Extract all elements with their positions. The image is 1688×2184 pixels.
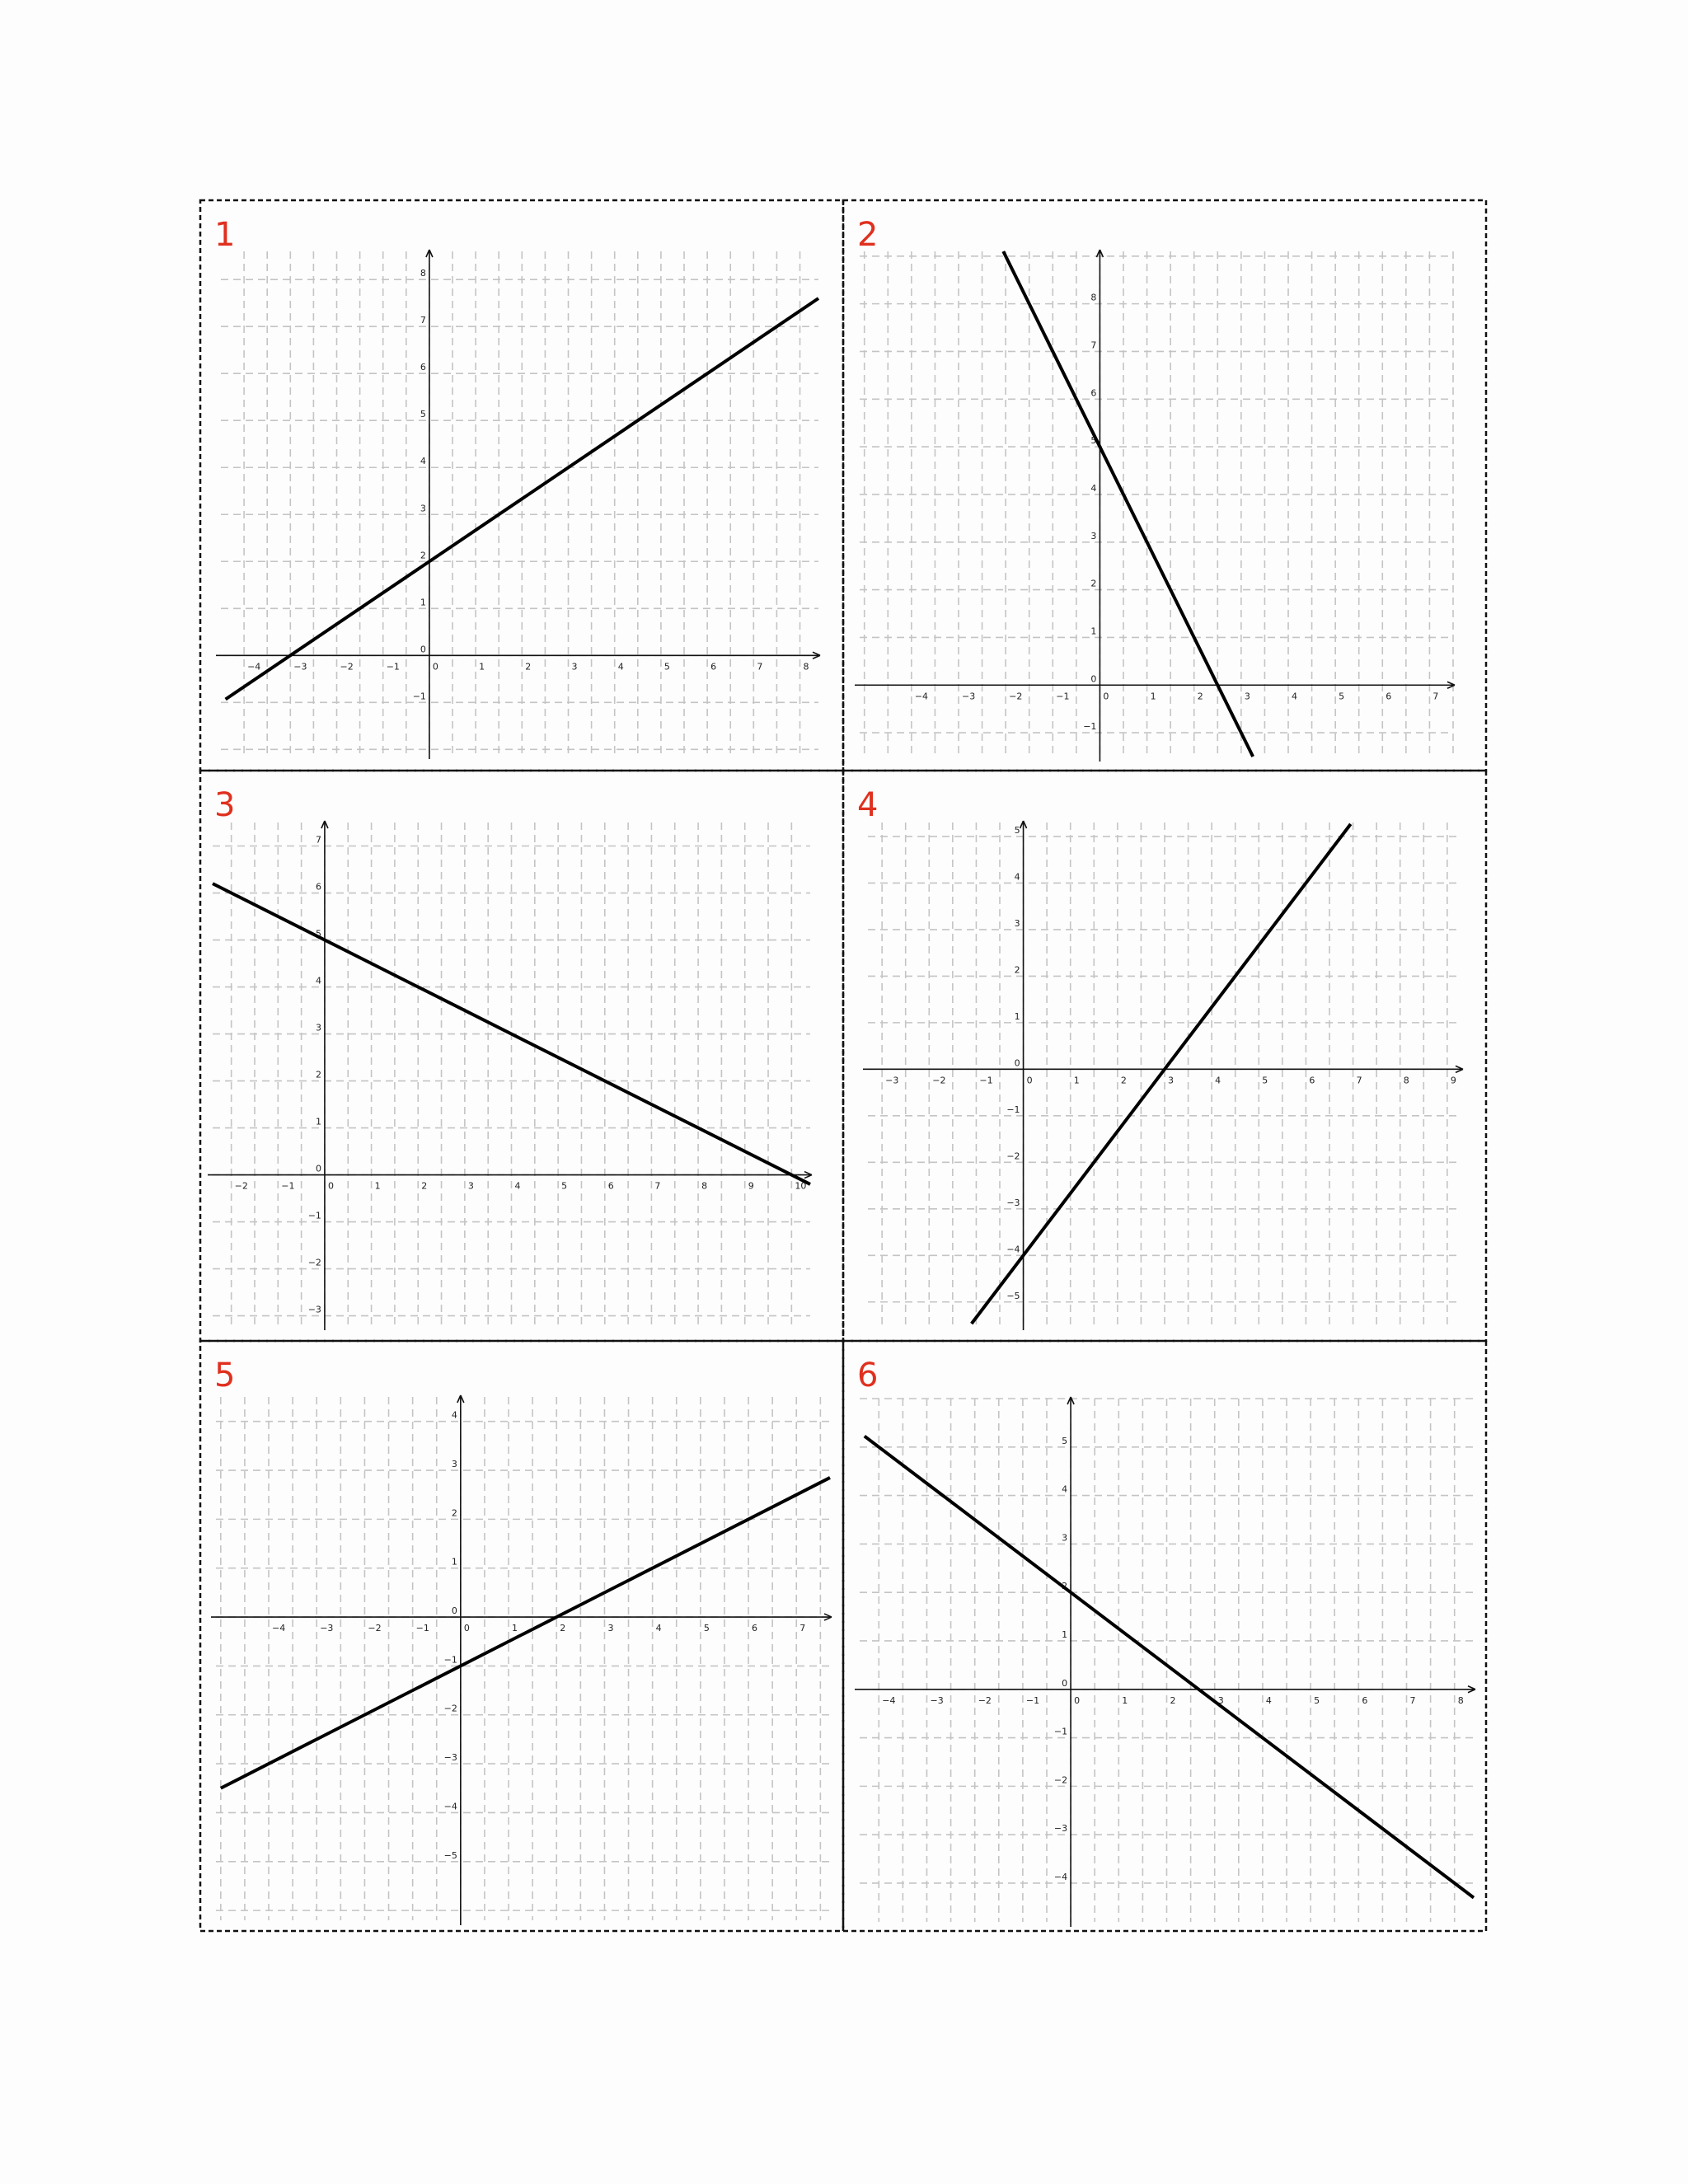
y-tick-label: −1 bbox=[307, 1210, 321, 1221]
y-tick-label: −3 bbox=[1006, 1197, 1020, 1208]
y-tick-label: 5 bbox=[1090, 435, 1097, 447]
y-tick-label: −2 bbox=[307, 1257, 321, 1268]
y-tick-label: 3 bbox=[1014, 917, 1020, 929]
x-tick-label: −4 bbox=[247, 661, 261, 673]
tick-labels bbox=[272, 1410, 805, 1861]
graph-line bbox=[221, 1478, 830, 1788]
y-tick-label: 2 bbox=[1014, 964, 1020, 976]
x-tick-label: 2 bbox=[1197, 691, 1203, 702]
x-tick-label: −2 bbox=[1009, 691, 1023, 702]
chart-panel-5 bbox=[200, 1341, 843, 1931]
graph-line bbox=[1003, 251, 1253, 757]
y-tick-label: 0 bbox=[315, 1163, 321, 1174]
x-tick-label: 7 bbox=[1409, 1694, 1416, 1706]
graph-line bbox=[865, 1436, 1474, 1898]
y-tick-label: 5 bbox=[420, 409, 426, 420]
x-tick-label: −2 bbox=[340, 661, 354, 673]
x-tick-label: 6 bbox=[1386, 691, 1392, 702]
panel-number: 6 bbox=[857, 1357, 879, 1394]
panel-frame bbox=[843, 1341, 1486, 1931]
x-tick-label: 2 bbox=[1120, 1075, 1127, 1086]
y-tick-label: 3 bbox=[420, 503, 426, 514]
panel-number: 1 bbox=[214, 216, 236, 254]
y-tick-label: 5 bbox=[315, 928, 321, 940]
panel-frame bbox=[200, 771, 843, 1341]
y-tick-label: 6 bbox=[315, 881, 321, 893]
x-tick-label: 8 bbox=[701, 1180, 708, 1192]
panel-number: 5 bbox=[214, 1357, 236, 1394]
grid bbox=[213, 823, 810, 1325]
y-tick-label: 0 bbox=[1090, 673, 1097, 685]
x-tick-label: 2 bbox=[1170, 1694, 1176, 1706]
x-tick-label: 3 bbox=[1217, 1694, 1224, 1706]
x-tick-label: −2 bbox=[368, 1623, 382, 1634]
x-tick-label: 5 bbox=[1339, 691, 1345, 702]
x-tick-label: −2 bbox=[978, 1694, 992, 1706]
grid bbox=[860, 1399, 1474, 1922]
x-tick-label: 7 bbox=[757, 661, 763, 673]
y-tick-label: 4 bbox=[1014, 871, 1020, 883]
x-tick-label: −4 bbox=[914, 691, 929, 702]
y-tick-label: 8 bbox=[1090, 292, 1097, 303]
y-tick-label: −2 bbox=[1006, 1151, 1020, 1162]
y-tick-label: 0 bbox=[420, 644, 426, 655]
y-tick-label: 4 bbox=[315, 975, 321, 987]
x-tick-label: 4 bbox=[617, 661, 624, 673]
y-tick-label: 0 bbox=[1062, 1677, 1068, 1689]
grid bbox=[860, 251, 1453, 757]
y-tick-label: 2 bbox=[1062, 1581, 1068, 1592]
chart-panel-4 bbox=[843, 771, 1486, 1341]
y-tick-label: 4 bbox=[1090, 482, 1097, 494]
x-tick-label: 6 bbox=[607, 1180, 614, 1192]
x-tick-label: 3 bbox=[571, 661, 578, 673]
x-tick-label: 0 bbox=[463, 1623, 470, 1634]
x-tick-label: 5 bbox=[1262, 1075, 1268, 1086]
graph-line bbox=[972, 824, 1351, 1324]
grid bbox=[221, 251, 818, 754]
x-tick-label: −2 bbox=[234, 1180, 248, 1192]
y-tick-label: 1 bbox=[451, 1556, 457, 1568]
y-tick-label: 7 bbox=[315, 834, 321, 846]
x-tick-label: 10 bbox=[795, 1180, 807, 1192]
x-tick-label: 3 bbox=[1244, 691, 1250, 702]
x-tick-label: −1 bbox=[386, 661, 400, 673]
x-tick-label: −2 bbox=[932, 1075, 946, 1086]
x-tick-label: 1 bbox=[1150, 691, 1156, 702]
x-tick-label: −1 bbox=[281, 1180, 295, 1192]
y-tick-label: −5 bbox=[1006, 1290, 1020, 1301]
y-tick-label: 5 bbox=[1014, 824, 1020, 836]
x-tick-label: 3 bbox=[467, 1180, 474, 1192]
x-tick-label: 1 bbox=[512, 1623, 518, 1634]
x-tick-label: 7 bbox=[654, 1180, 661, 1192]
tick-labels bbox=[915, 293, 1439, 732]
y-tick-label: 6 bbox=[420, 362, 426, 373]
y-tick-label: −1 bbox=[1083, 721, 1097, 733]
y-tick-label: −3 bbox=[1053, 1823, 1068, 1835]
x-tick-label: 5 bbox=[663, 661, 670, 673]
y-tick-label: 7 bbox=[420, 315, 426, 326]
tick-labels bbox=[882, 1436, 1463, 1882]
y-tick-label: 2 bbox=[315, 1069, 321, 1080]
x-tick-label: 5 bbox=[561, 1180, 568, 1192]
y-tick-label: −3 bbox=[443, 1752, 457, 1764]
x-tick-label: 7 bbox=[1432, 691, 1439, 702]
y-tick-label: −1 bbox=[1053, 1726, 1068, 1737]
chart-panel-3 bbox=[200, 771, 843, 1341]
y-tick-label: 3 bbox=[315, 1022, 321, 1033]
y-tick-label: 4 bbox=[420, 456, 426, 467]
x-tick-label: −4 bbox=[272, 1623, 286, 1634]
panel-number: 2 bbox=[857, 216, 879, 254]
y-tick-label: 1 bbox=[315, 1116, 321, 1127]
x-tick-label: −3 bbox=[320, 1623, 334, 1634]
x-tick-label: 3 bbox=[607, 1623, 614, 1634]
y-tick-label: 3 bbox=[1090, 530, 1097, 541]
y-tick-label: 1 bbox=[1090, 626, 1097, 637]
y-tick-label: 4 bbox=[451, 1409, 457, 1421]
chart-panel-6 bbox=[843, 1341, 1486, 1931]
y-tick-label: −1 bbox=[412, 691, 426, 702]
x-tick-label: −3 bbox=[293, 661, 307, 673]
x-tick-label: 1 bbox=[1073, 1075, 1080, 1086]
y-tick-label: −1 bbox=[1006, 1104, 1020, 1115]
x-tick-label: −3 bbox=[885, 1075, 899, 1086]
tick-labels bbox=[235, 835, 807, 1315]
x-tick-label: 1 bbox=[479, 661, 485, 673]
x-tick-label: −1 bbox=[979, 1075, 993, 1086]
y-tick-label: 0 bbox=[451, 1605, 457, 1617]
x-tick-label: 6 bbox=[1362, 1694, 1368, 1706]
y-tick-label: 3 bbox=[451, 1459, 457, 1470]
y-tick-label: −2 bbox=[1053, 1774, 1068, 1786]
x-tick-label: 1 bbox=[374, 1180, 381, 1192]
x-tick-label: 0 bbox=[1074, 1694, 1081, 1706]
x-tick-label: 2 bbox=[421, 1180, 428, 1192]
x-tick-label: −1 bbox=[1025, 1694, 1040, 1706]
x-tick-label: 4 bbox=[514, 1180, 521, 1192]
x-tick-label: 7 bbox=[1356, 1075, 1362, 1086]
chart-panel-1 bbox=[200, 200, 843, 771]
y-tick-label: −5 bbox=[443, 1849, 457, 1861]
x-tick-label: 0 bbox=[327, 1180, 334, 1192]
y-tick-label: 3 bbox=[1062, 1532, 1068, 1544]
x-tick-label: 8 bbox=[803, 661, 809, 673]
grid bbox=[868, 823, 1461, 1325]
x-tick-label: 6 bbox=[752, 1623, 758, 1634]
y-tick-label: 8 bbox=[420, 268, 426, 279]
x-tick-label: 8 bbox=[1457, 1694, 1464, 1706]
y-tick-label: 1 bbox=[420, 597, 426, 608]
x-tick-label: −1 bbox=[1056, 691, 1070, 702]
y-tick-label: 2 bbox=[451, 1507, 457, 1519]
y-tick-label: 4 bbox=[1062, 1483, 1068, 1495]
y-tick-label: −1 bbox=[443, 1654, 457, 1666]
y-tick-label: 7 bbox=[1090, 340, 1097, 351]
y-tick-label: −2 bbox=[443, 1703, 457, 1714]
panel-number: 3 bbox=[214, 786, 236, 824]
x-tick-label: 0 bbox=[1026, 1075, 1033, 1086]
x-tick-label: 6 bbox=[710, 661, 717, 673]
x-tick-label: 7 bbox=[799, 1623, 806, 1634]
y-tick-label: −4 bbox=[1006, 1244, 1020, 1255]
panel-number: 4 bbox=[857, 786, 879, 824]
x-tick-label: −3 bbox=[962, 691, 976, 702]
tick-labels bbox=[247, 268, 809, 701]
x-tick-label: 8 bbox=[1403, 1075, 1409, 1086]
y-tick-label: 1 bbox=[1062, 1629, 1068, 1640]
x-tick-label: 5 bbox=[1314, 1694, 1320, 1706]
y-tick-label: 2 bbox=[1090, 578, 1097, 589]
x-tick-label: 1 bbox=[1122, 1694, 1128, 1706]
x-tick-label: 2 bbox=[525, 661, 532, 673]
y-tick-label: 6 bbox=[1090, 387, 1097, 399]
y-tick-label: 1 bbox=[1014, 1010, 1020, 1022]
chart-panel-2 bbox=[843, 200, 1486, 771]
x-tick-label: 9 bbox=[748, 1180, 754, 1192]
x-tick-label: 5 bbox=[703, 1623, 710, 1634]
x-tick-label: 0 bbox=[432, 661, 438, 673]
x-tick-label: 4 bbox=[1215, 1075, 1221, 1086]
y-tick-label: −3 bbox=[307, 1304, 321, 1315]
x-tick-label: −4 bbox=[882, 1694, 896, 1706]
y-tick-label: −4 bbox=[1053, 1871, 1068, 1882]
axes bbox=[855, 250, 1455, 762]
y-tick-label: 2 bbox=[420, 550, 426, 561]
y-tick-label: 5 bbox=[1062, 1435, 1068, 1446]
x-tick-label: 3 bbox=[1168, 1075, 1174, 1086]
x-tick-label: 4 bbox=[655, 1623, 662, 1634]
x-tick-label: 0 bbox=[1103, 691, 1109, 702]
axes bbox=[211, 1395, 832, 1925]
x-tick-label: 2 bbox=[560, 1623, 566, 1634]
x-tick-label: 4 bbox=[1292, 691, 1297, 702]
x-tick-label: −1 bbox=[415, 1623, 429, 1634]
grid bbox=[216, 1397, 830, 1920]
x-tick-label: −3 bbox=[930, 1694, 944, 1706]
x-tick-label: 6 bbox=[1309, 1075, 1315, 1086]
x-tick-label: 4 bbox=[1265, 1694, 1272, 1706]
y-tick-label: −4 bbox=[443, 1801, 457, 1812]
y-tick-label: 0 bbox=[1014, 1057, 1020, 1069]
x-tick-label: 9 bbox=[1450, 1075, 1456, 1086]
